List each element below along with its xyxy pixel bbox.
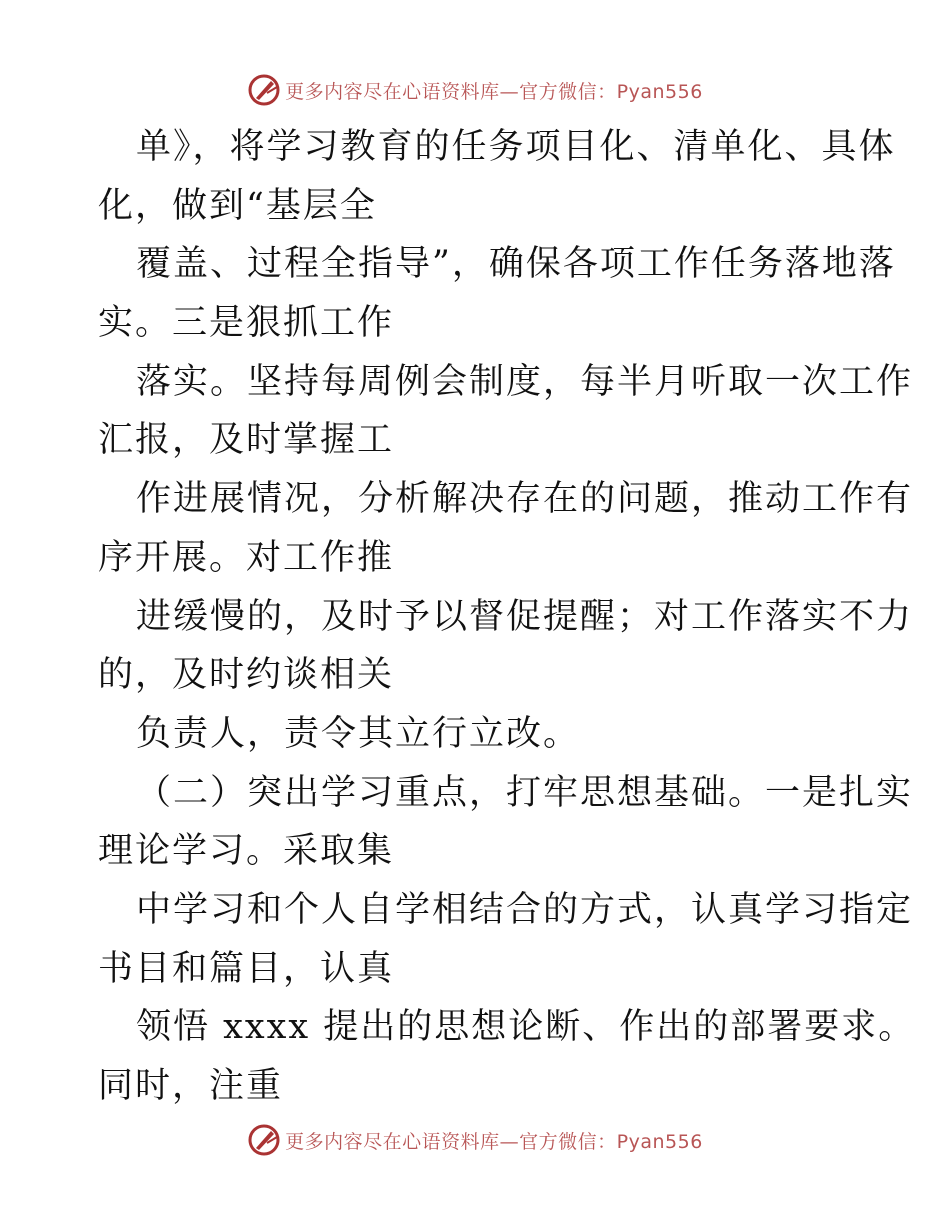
text-line: 中学习和个人自学相结合的方式，认真学习指定	[136, 889, 914, 930]
watermark-id: Pyan556	[616, 80, 703, 103]
text-line: 实。三是狠抓工作	[98, 303, 395, 344]
watermark-text: 更多内容尽在心语资料库—官方微信：Pyan556	[285, 1130, 703, 1153]
text-line: 汇报，及时掌握工	[98, 420, 395, 461]
text-line: 进缓慢的，及时予以督促提醒；对工作落实不力	[136, 596, 914, 637]
text-line: 负责人，责令其立行立改。	[136, 713, 581, 754]
quill-logo-icon	[247, 73, 281, 107]
watermark-text: 更多内容尽在心语资料库—官方微信：Pyan556	[285, 80, 703, 103]
text-line: （二）突出学习重点，打牢思想基础。一是扎实	[136, 772, 914, 813]
text-line: 化，做到“基层全	[98, 185, 377, 226]
watermark-id: Pyan556	[616, 1130, 703, 1153]
quill-logo-icon	[247, 1123, 281, 1157]
text-line: 落实。坚持每周例会制度，每半月听取一次工作	[136, 361, 914, 402]
text-line: 作进展情况，分析解决存在的问题，推动工作有	[136, 479, 914, 520]
watermark-footer	[0, 1120, 950, 1160]
text-line: 理论学习。采取集	[98, 831, 395, 872]
text-line: 书目和篇目，认真	[98, 948, 395, 989]
text-line: 领悟 xxxx 提出的思想论断、作出的部署要求。	[136, 1007, 916, 1048]
text-line: 覆盖、过程全指导”，确保各项工作任务落地落	[136, 244, 896, 285]
text-line: 同时，注重	[98, 1066, 284, 1106]
text-line: 的，及时约谈相关	[98, 655, 395, 696]
document-body	[98, 118, 916, 1116]
watermark-header	[0, 70, 950, 110]
text-line: 序开展。对工作推	[98, 537, 395, 578]
text-line: 单》，将学习教育的任务项目化、清单化、具体	[136, 127, 896, 167]
